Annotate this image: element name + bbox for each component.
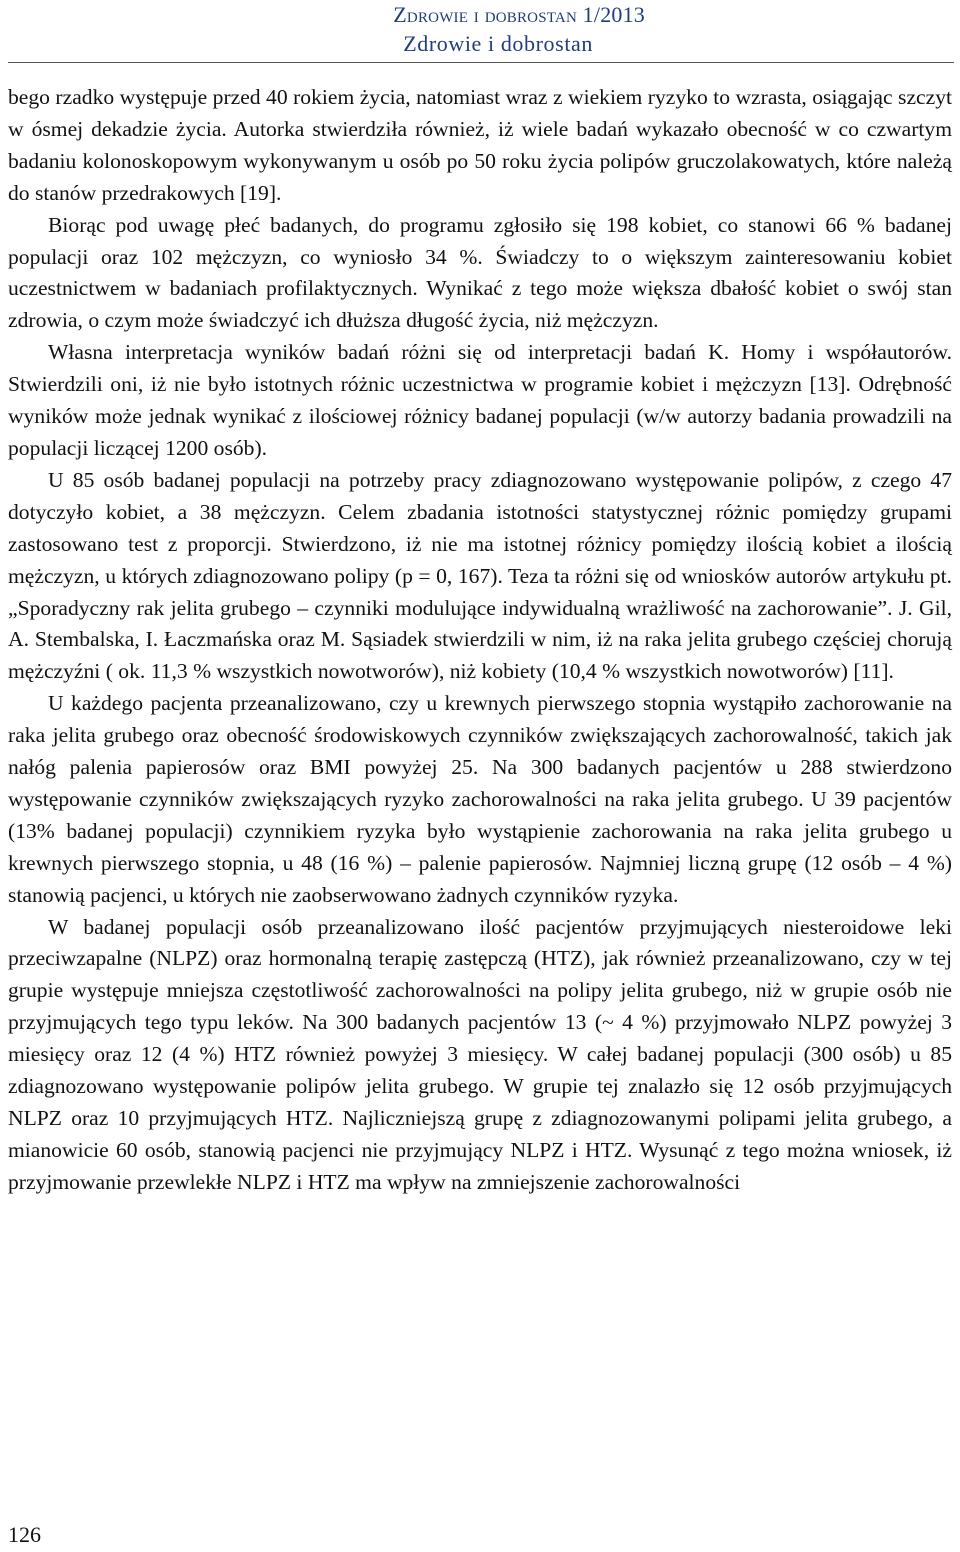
paragraph-nsaids-hrt: W badanej populacji osób przeanalizowano ilość pacjentów przyjmujących niesteroidowe leki przeciwzapalne (NLPZ) oraz hormonalną terapię zastępczą (HTZ), jak również przeanalizowano, czy w tej grupie występuje mniejsza częstotliwość zachorowalności na polipy jelita grubego, niż w grupie osób nie przyjmujących tego typu leków. Na 300 badanych pacjentów 13 (~ 4 %) przyjmowało NLPZ powyżej 3 miesięcy oraz 12 (4 %) HTZ również powyżej 3 miesięcy. W całej badanej populacji (300 osób) u 85 zdiagnozowano występowanie polipów jelita grubego. W grupie tej znalazło się 12 osób przyjmujących NLPZ oraz 10 przyjmujących HTZ. Najliczniejszą grupę z zdiagnozowanymi polipami jelita grubego, a mianowicie 60 osób, stanowią pacjenci nie przyjmujący NLPZ i HTZ. Wysunąć z tego można wniosek, iż przyjmowanie przewlekłe NLPZ i HTZ ma wpływ na zmniejszenie zachorowalności xyxy=(8,914,952,1194)
journal-title: Zdrowie i dobrostan 1/2013 xyxy=(393,2,645,27)
page-number: 126 xyxy=(8,1522,41,1547)
paragraph-interpretation: Własna interpretacja wyników badań różni się od interpretacji badań K. Homy i współautorów. Stwierdzili oni, iż nie było istotnych różnic uczestnictwa w programie kobiet i mężczyzn [13]. Odrębność wyników może jednak wynikać z ilościowej różnicy badanej populacji (w/w autorzy badania prowadzili na populacji liczącej 1200 osób). xyxy=(8,340,952,460)
paragraph-gender: Biorąc pod uwagę płeć badanych, do programu zgłosiło się 198 kobiet, co stanowi 66 % badanej populacji oraz 102 mężczyzn, co wyniosło 34 %. Świadczy to o większym zainteresowaniu kobiet uczestnictwem w badaniach profilaktycznych. Wynikać z tego może większa dbałość kobiet o swój stan zdrowia, o czym może świadczyć ich dłuższa długość życia, niż mężczyzn. xyxy=(8,212,952,333)
paragraph-polyps: U 85 osób badanej populacji na potrzeby pracy zdiagnozowano występowanie polipów, z czego 47 dotyczyło kobiet, a 38 mężczyzn. Celem zbadania istotności statystycznej różnic pomiędzy grupami zastosowano test z proporcji. Stwierdzono, iż nie ma istotnej różnicy pomiędzy ilością kobiet a ilością mężczyzn, u których zdiagnozowano polipy (p = 0, 167). Teza ta różni się od wniosków autorów artykułu pt. „Sporadyczny rak jelita grubego – czynniki modulujące indywidualną wrażliwość na zachorowanie”. J. Gil, A. Stembalska, I. Łaczmańska oraz M. Sąsiadek stwierdzili w nim, iż na raka jelita grubego częściej chorują mężczyźni ( ok. 11,3 % wszystkich nowotworów), niż kobiety (10,4 % wszystkich nowotworów) [11]. xyxy=(8,467,952,684)
journal-subtitle: Zdrowie i dobrostan xyxy=(403,31,593,56)
running-header xyxy=(0,0,960,62)
header-divider xyxy=(8,62,954,63)
paragraph-risk-factors: U każdego pacjenta przeanalizowano, czy u krewnych pierwszego stopnia wystąpiło zachorowanie na raka jelita grubego oraz obecność środowiskowych czynników zwiększających zachorowalność, takich jak nałóg palenia papierosów oraz BMI powyżej 25. Na 300 badanych pacjentów u 288 stwierdzono występowanie czynników zwiększających ryzyko zachorowalności na raka jelita grubego. U 39 pacjentów (13% badanej populacji) czynnikiem ryzyka było wystąpienie zachorowania na raka jelita grubego u krewnych pierwszego stopnia, u 48 (16 %) – palenie papierosów. Najmniej liczną grupę (12 osób – 4 %) stanowią pacjenci, u których nie zaobserwowano żadnych czynników ryzyka. xyxy=(8,691,952,907)
article-body xyxy=(8,82,952,1199)
paragraph-continuation: bego rzadko występuje przed 40 rokiem życia, natomiast wraz z wiekiem ryzyko to wzrasta, osiągając szczyt w ósmej dekadzie życia. Autorka stwierdziła również, iż wiele badań wykazało obecność w co czwartym badaniu kolonoskopowym wykonywanym u osób po 50 roku życia polipów gruczolakowatych, które należą do stanów przedrakowych [19]. xyxy=(8,85,952,205)
